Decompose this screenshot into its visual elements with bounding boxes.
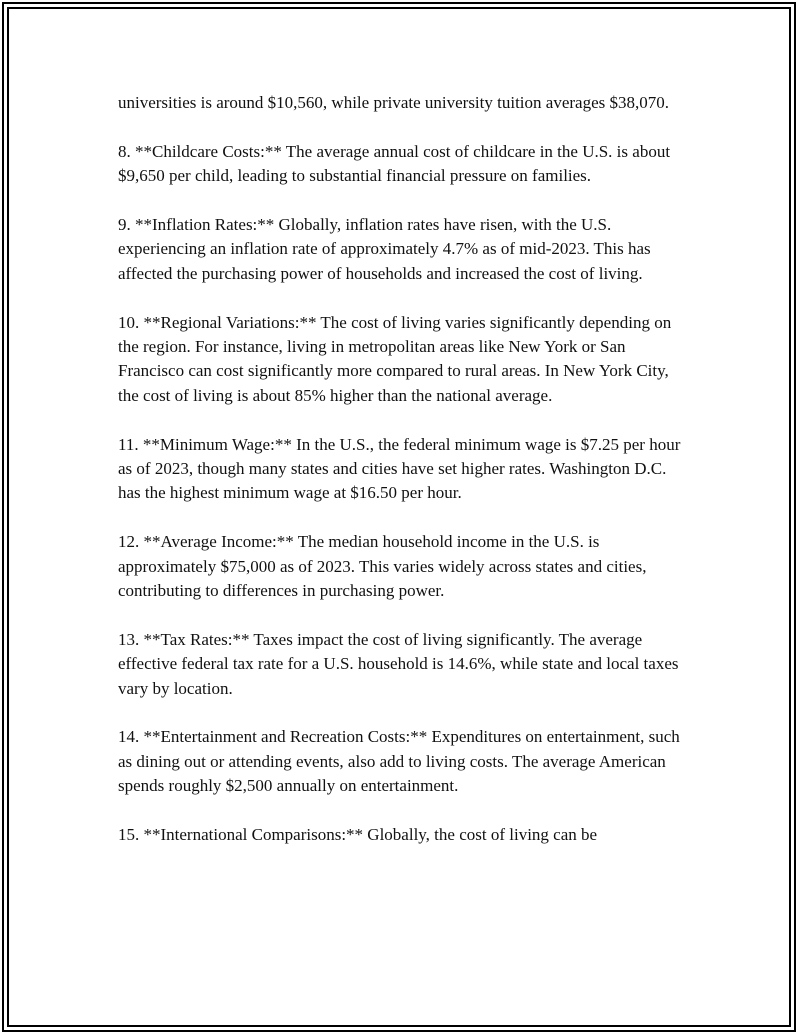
paragraph-inflation-rates: 9. **Inflation Rates:** Globally, inflation rates have risen, with the U.S. experiencing an inflation rate of approximately 4.7% as of mid-2023. This has affected the purchasing power of households and increased the cost of living. [118,215,651,283]
paragraph-childcare-costs: 8. **Childcare Costs:** The average annual cost of childcare in the U.S. is about $9,650 per child, leading to substantial financial pressure on families. [118,141,671,186]
paragraph-regional-variations: 10. **Regional Variations:** The cost of living varies significantly depending on the region. For instance, living in metropolitan areas like New York or San Francisco can cost significantly more compared to rural areas. In New York City, the cost of living is about 85% higher than the national average. [118,312,672,405]
paragraph-average-income: 12. **Average Income:** The median household income in the U.S. is approximately $75,000 as of 2023. This varies widely across states and cities, contributing to differences in purchasing power. [118,532,647,601]
paragraph-international-comparisons: 15. **International Comparisons:** Globally, the cost of living can be [118,825,598,845]
paragraph-tuition-continued: universities is around $10,560, while private university tuition averages $38,070. [118,93,669,112]
paragraph-minimum-wage: 11. **Minimum Wage:** In the U.S., the federal minimum wage is $7.25 per hour as of 2023, though many states and cities have set higher rates. Washington D.C. has the highest minimum wage at $16.50 per hour. [118,434,681,503]
paragraph-entertainment-costs: 14. **Entertainment and Recreation Costs:** Expenditures on entertainment, such as dining out or attending events, also add to living costs. The average American spends roughly $2,500 annually on entertainment. [118,727,680,796]
paragraph-tax-rates: 13. **Tax Rates:** Taxes impact the cost of living significantly. The average effective federal tax rate for a U.S. household is 14.6%, while state and local taxes vary by location. [118,629,679,698]
document-body [118,91,688,872]
